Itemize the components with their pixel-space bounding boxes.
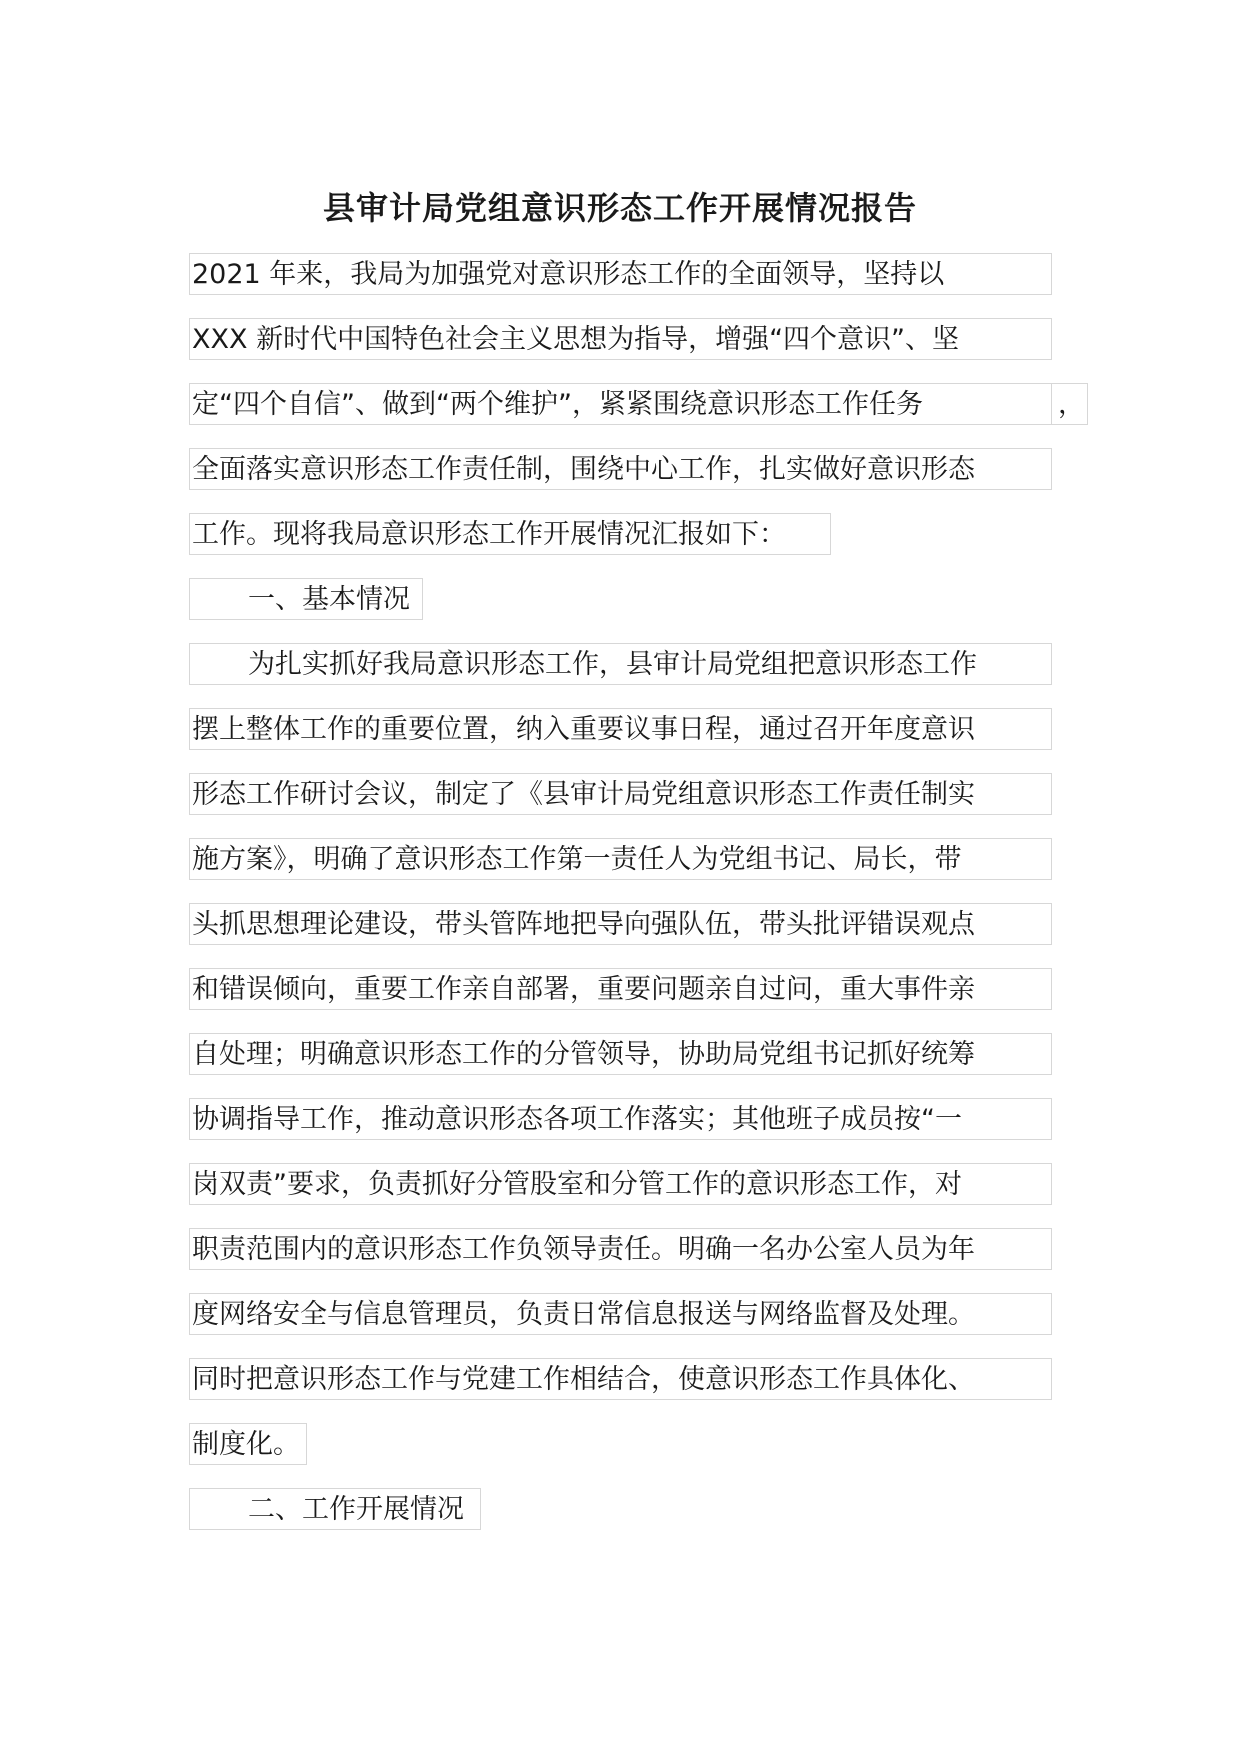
section-1-line-10: 职责范围内的意识形态工作负领导责任。明确一名办公室人员为年 [189, 1228, 1052, 1270]
section-1-line-13: 制度化。 [189, 1423, 307, 1465]
document-title: 县审计局党组意识形态工作开展情况报告 [322, 189, 917, 227]
section-1-line-2: 摆上整体工作的重要位置，纳入重要议事日程，通过召开年度意识 [189, 708, 1052, 750]
section-1-line-1: 为扎实抓好我局意识形态工作，县审计局党组把意识形态工作 [189, 643, 1052, 685]
intro-trailing-comma: ， [1052, 383, 1088, 425]
section-1-line-12: 同时把意识形态工作与党建工作相结合，使意识形态工作具体化、 [189, 1358, 1052, 1400]
intro-line-3: 定“四个自信”、做到“两个维护”，紧紧围绕意识形态工作任务 [189, 383, 1052, 425]
section-2-heading: 二、工作开展情况 [189, 1488, 481, 1530]
intro-line-4: 全面落实意识形态工作责任制，围绕中心工作，扎实做好意识形态 [189, 448, 1052, 490]
intro-line-1: 2021 年来，我局为加强党对意识形态工作的全面领导，坚持以 [189, 253, 1052, 295]
section-1-line-6: 和错误倾向，重要工作亲自部署，重要问题亲自过问，重大事件亲 [189, 968, 1052, 1010]
intro-line-2: XXX 新时代中国特色社会主义思想为指导，增强“四个意识”、坚 [189, 318, 1052, 360]
section-1-line-8: 协调指导工作，推动意识形态各项工作落实；其他班子成员按“一 [189, 1098, 1052, 1140]
section-1-line-5: 头抓思想理论建设，带头管阵地把导向强队伍，带头批评错误观点 [189, 903, 1052, 945]
section-1-line-11: 度网络安全与信息管理员，负责日常信息报送与网络监督及处理。 [189, 1293, 1052, 1335]
section-1-line-7: 自处理；明确意识形态工作的分管领导，协助局党组书记抓好统筹 [189, 1033, 1052, 1075]
section-1-line-4: 施方案》，明确了意识形态工作第一责任人为党组书记、局长，带 [189, 838, 1052, 880]
section-1-heading: 一、基本情况 [189, 578, 423, 620]
section-1-line-3: 形态工作研讨会议，制定了《县审计局党组意识形态工作责任制实 [189, 773, 1052, 815]
intro-line-5: 工作。现将我局意识形态工作开展情况汇报如下： [189, 513, 831, 555]
section-1-line-9: 岗双责”要求，负责抓好分管股室和分管工作的意识形态工作，对 [189, 1163, 1052, 1205]
